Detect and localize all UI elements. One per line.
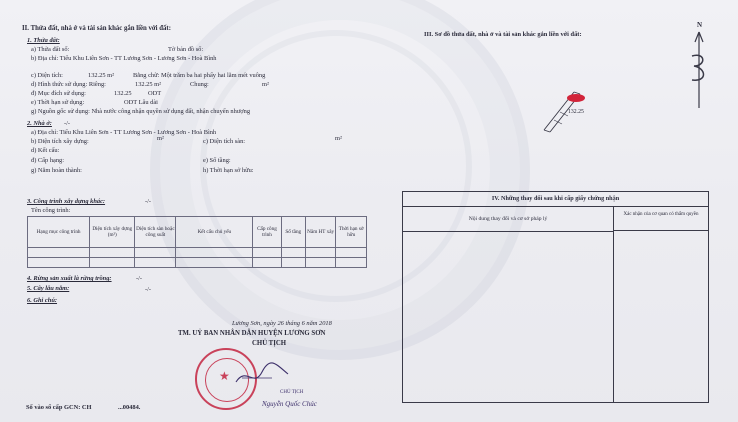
registry-value: ...00484. (118, 404, 141, 411)
floor-area-unit: m² (335, 135, 342, 142)
works-col-header: Kết cấu chủ yếu (176, 217, 253, 248)
usage-form-label: d) Hình thức sử dụng: Riêng: (31, 81, 106, 88)
works-col-header: Số tầng (281, 217, 305, 248)
usage-common-label: Chung: (190, 81, 209, 88)
signer-role: CHỦ TỊCH (252, 340, 287, 347)
section-2-title: II. Thửa đất, nhà ở và tài sản khác gắn liền với đất: (22, 25, 171, 32)
completion-year-label: g) Năm hoàn thành: (31, 167, 82, 174)
table-row (28, 248, 367, 258)
works-heading-suffix: -/- (145, 198, 152, 205)
term-label: e) Thời hạn sử dụng: (31, 99, 85, 106)
changes-col-header-content: Nội dung thay đổi và cơ sở pháp lý (403, 207, 613, 232)
works-col-header: Thời hạn sở hữu (336, 217, 367, 248)
land-origin: g) Nguồn gốc sử dụng: Nhà nước công nhận quyền sử dụng đất, nhận chuyển nhượng (31, 108, 251, 115)
section-4-title: IV. Những thay đổi sau khi cấp giấy chứng nhận (403, 192, 708, 207)
land-address: b) Địa chỉ: Tiểu Khu Liên Sơn - TT Lương Sơn - Lương Sơn - Hoà Bình (31, 55, 217, 62)
usage-common-unit: m² (262, 81, 269, 88)
issuing-authority: TM. UỶ BAN NHÂN DÂN HUYỆN LƯƠNG SƠN (178, 330, 326, 337)
perennial-suffix: -/- (145, 286, 152, 293)
changes-table (402, 191, 709, 403)
land-heading: 1. Thửa đất: (27, 37, 60, 44)
usage-form-value: 132.25 m² (135, 81, 162, 88)
built-area-label: b) Diện tích xây dựng: (31, 138, 89, 145)
house-address: a) Địa chỉ: Tiểu Khu Liên Sơn - TT Lương Sơn - Lương Sơn - Hoà Bình (31, 129, 217, 136)
section-3-title: III. Sơ đồ thửa đất, nhà ở và tài sản khác gắn liền với đất: (424, 31, 582, 38)
ownership-term-label: h) Thời hạn sở hữu: (203, 167, 254, 174)
works-name-label: Tên công trình: (31, 207, 71, 214)
grade-label: đ) Cấp hạng: (31, 157, 65, 164)
forest-suffix: -/- (136, 275, 143, 282)
works-heading: 3. Công trình xây dựng khác: (27, 198, 106, 205)
perennial-heading: 5. Cây lâu năm: (27, 285, 70, 292)
works-col-header: Năm HT xây (305, 217, 336, 248)
works-col-header: Hạng mục công trình (28, 217, 90, 248)
purpose-value: 132.25 (114, 90, 132, 97)
registry-label: Số vào sổ cấp GCN: CH (26, 404, 92, 411)
parcel-number-label: a) Thửa đất số: (31, 46, 70, 53)
house-heading: 2. Nhà ở: (27, 120, 52, 127)
built-area-unit: m² (157, 135, 164, 142)
signer-title-small: CHỦ TỊCH (280, 390, 304, 395)
map-sheet-label: Tờ bản đồ số: (168, 46, 204, 53)
works-col-header: Cấp công trình (253, 217, 281, 248)
signer-name: Nguyễn Quốc Chúc (262, 400, 317, 408)
changes-col-content (403, 207, 614, 402)
signature-scribble (232, 360, 292, 390)
north-label: N (697, 21, 703, 29)
table-row (28, 258, 367, 268)
works-col-header: Diện tích xây dựng (m²) (90, 217, 135, 248)
term-value: ODT Lâu dài (124, 99, 158, 106)
parcel-area-tag: 132.25 (568, 109, 584, 115)
changes-col-header-confirmation: Xác nhận của cơ quan có thẩm quyền (614, 207, 708, 231)
forest-heading: 4. Rừng sản xuất là rừng trồng: (27, 275, 112, 282)
house-heading-suffix: -/- (64, 120, 71, 127)
floor-area-label: c) Diện tích sàn: (203, 138, 246, 145)
area-in-words: Bằng chữ: Một trăm ba hai phẩy hai lăm mét vuông (133, 72, 266, 79)
structure-label: d) Kết cấu: (31, 147, 60, 154)
notes-heading: 6. Ghi chú: (27, 297, 58, 304)
star-icon: ★ (219, 369, 230, 383)
area-value: 132.25 m² (88, 72, 115, 79)
place-date: Lương Sơn, ngày 26 tháng 6 năm 2018 (232, 320, 332, 327)
works-col-header: Diện tích sàn hoặc công suất (135, 217, 176, 248)
purpose-code: ODT (148, 90, 162, 97)
area-label: c) Diện tích: (31, 72, 63, 79)
floors-label: e) Số tầng: (203, 157, 231, 164)
works-table (27, 216, 367, 268)
purpose-label: đ) Mục đích sử dụng: (31, 90, 86, 97)
north-arrow-icon (684, 30, 714, 110)
